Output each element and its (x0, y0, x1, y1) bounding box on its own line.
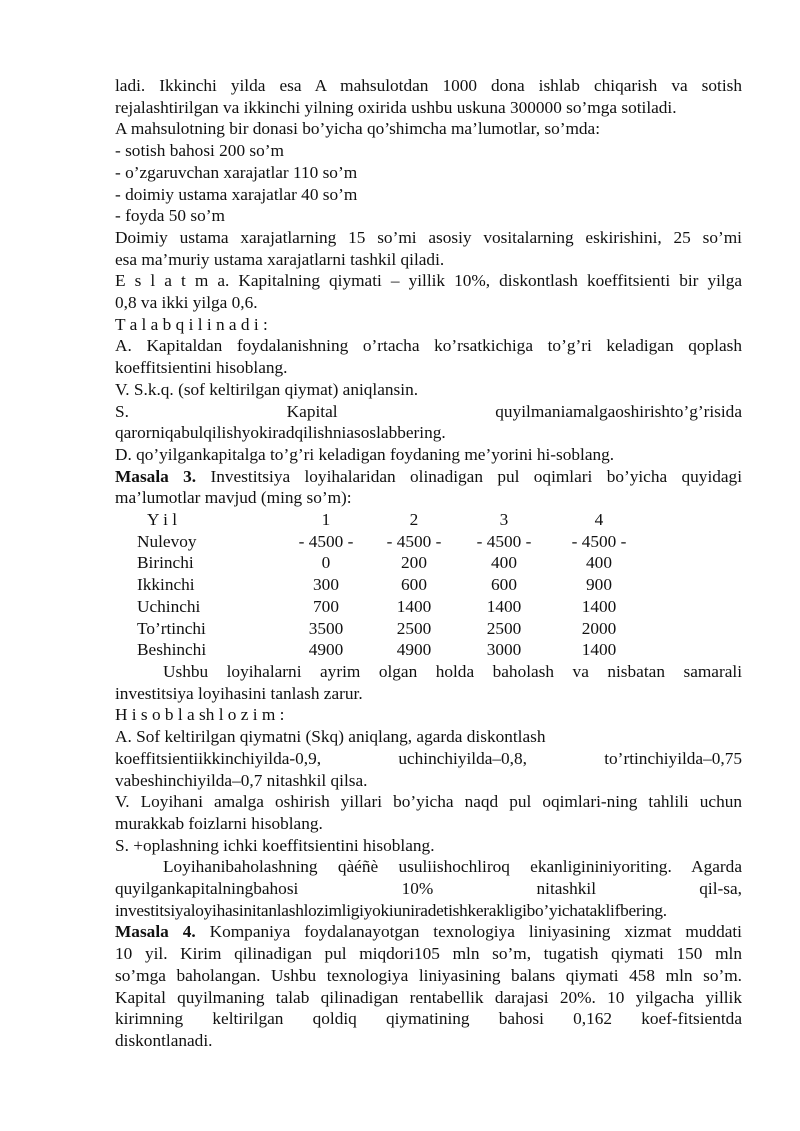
text-line: so’mga baholangan. Ushbu texnologiya liniyasining balans qiymati 458 mln so’m. (115, 965, 742, 985)
text-line: koeffitsientini hisoblang. (115, 358, 288, 378)
table-cell: 600 (491, 575, 517, 595)
text-line: A. Kapitaldan foydalanishning o’rtacha ko’rsatkichiga to’g’ri keladigan qoplash (115, 336, 742, 356)
note-text: Kapitalning qiymati – yillik 10%, diskontlash koeffitsienti bir yilga (229, 271, 742, 291)
text-line: ladi. Ikkinchi yilda esa A mahsulotdan 1000 dona ishlab chiqarish va sotish (115, 76, 742, 95)
table-cell: 4900 (396, 640, 432, 660)
list-item: - foyda 50 so’m (115, 206, 225, 226)
problem-text: Kompaniya foydalanayotgan texnologiya liniyasining xizmat muddati (195, 922, 742, 942)
table-cell: 4900 (308, 640, 344, 660)
table-row (137, 639, 648, 661)
table-cell: 2000 (581, 618, 617, 638)
table-header-cell: 2 (409, 510, 419, 530)
text-line: Loyihanibaholashning qàéñè usuliishochliroq ekanligininiyoriting. Agarda (163, 857, 742, 877)
list-item: - sotish bahosi 200 so’m (115, 141, 284, 161)
note-label: E s l a t m a. (115, 271, 230, 291)
text-line: Ushbu loyihalarni ayrim olgan holda baholash va nisbatan samarali (163, 661, 742, 681)
table-cell: 2500 (396, 618, 432, 638)
table-cell: 400 (586, 553, 612, 573)
problem-text: Investitsiya loyihalaridan olinadigan pul oqimlari bo’yicha quyidagi (196, 466, 743, 486)
table-cell: 300 (313, 575, 339, 595)
text-line: investitsiyaloyihasinitanlashlozimligiyokiuniradetishkerakligibo’yichataklifbering. (115, 900, 667, 920)
text-line: 10 yil. Kirim qilinadigan pul miqdori105 mln so’m, tugatish qiymati 150 mln (115, 944, 742, 964)
text-line: vabeshinchiyilda–0,7 nitashkil qilsa. (115, 770, 368, 790)
table-row (137, 574, 648, 596)
table-cell: 3000 (486, 640, 522, 660)
table-row (137, 552, 648, 574)
text-line: esa ma’muriy ustama xarajatlarni tashkil qiladi. (115, 249, 445, 269)
problem-line (115, 921, 742, 943)
text-line: quyilgankapitalningbahosi 10% nitashkil qil-sa, (115, 879, 742, 899)
table-cell: 200 (401, 553, 427, 573)
table-header-cell: Y i l (147, 510, 178, 530)
table-row (137, 531, 648, 553)
table-cell: 2500 (486, 618, 522, 638)
table-cell: To’rtinchi (137, 618, 206, 638)
table-header-cell: 3 (499, 510, 509, 530)
table-header-cell: 4 (594, 510, 604, 530)
text-line: diskontlanadi. (115, 1030, 213, 1050)
text-line: rejalashtirilgan va ikkinchi yilning oxirida ushbu uskuna 300000 so’mga sotiladi. (115, 97, 677, 117)
text-line: kirimning keltirilgan qoldiq qiymatining bahosi 0,162 koef-fitsientda (115, 1009, 742, 1029)
text-line: 0,8 va ikki yilga 0,6. (115, 293, 258, 313)
table-cell: Nulevoy (137, 531, 197, 551)
table-cell: - 4500 - (298, 531, 354, 551)
section-heading: H i s o b l a sh l o z i m : (115, 705, 285, 725)
text-line: murakkab foizlarni hisoblang. (115, 813, 323, 833)
text-line: Kapital quyilmaning talab qilinadigan rentabellik darajasi 20%. 10 yilgacha yillik (115, 987, 742, 1007)
problem-label: Masala 3. (115, 466, 197, 486)
table-cell: 400 (491, 553, 517, 573)
table-cell: - 4500 - (476, 531, 532, 551)
text-line: S. Kapital quyilmaniamalgaoshirishto’g’risida (115, 401, 742, 421)
table-row (137, 618, 648, 640)
table-cell: - 4500 - (571, 531, 627, 551)
cash-flow-table (137, 509, 648, 661)
note-line (115, 270, 742, 292)
table-cell: Beshinchi (137, 640, 207, 660)
table-cell: 1400 (486, 596, 522, 616)
text-line: koeffitsientiikkinchiyilda-0,9, uchinchiyilda–0,8, to’rtinchiyilda–0,75 (115, 748, 742, 768)
table-header-cell: 1 (321, 510, 331, 530)
table-cell: 1400 (581, 596, 617, 616)
text-line: Doimiy ustama xarajatlarning 15 so’mi asosiy vositalarning eskirishini, 25 so’mi (115, 227, 742, 247)
document-body (115, 75, 742, 1052)
text-line: investitsiya loyihasini tanlash zarur. (115, 683, 363, 703)
section-heading: T a l a b q i l i n a d i : (115, 314, 268, 334)
text-line: S. +oplashning ichki koeffitsientini hisoblang. (115, 835, 435, 855)
text-line: A mahsulotning bir donasi bo’yicha qo’shimcha ma’lumotlar, so’mda: (115, 119, 601, 139)
text-line: V. Loyihani amalga oshirish yillari bo’yicha naqd pul oqimlari-ning tahlili uchun (115, 792, 742, 812)
table-row (137, 596, 648, 618)
table-cell: 700 (313, 596, 339, 616)
text-line: qarorniqabulqilishyokiradqilishniasoslabbering. (115, 423, 446, 443)
table-cell: 3500 (308, 618, 344, 638)
table-cell: Birinchi (137, 553, 194, 573)
list-item: - o’zgaruvchan xarajatlar 110 so’m (115, 162, 358, 182)
text-line: V. S.k.q. (sof keltirilgan qiymat) aniqlansin. (115, 379, 419, 399)
table-header-row (137, 509, 648, 531)
text-line: A. Sof keltirilgan qiymatni (Skq) aniqlang, agarda diskontlash (115, 727, 546, 747)
text-line: ma’lumotlar mavjud (ming so’m): (115, 488, 352, 508)
table-cell: 1400 (581, 640, 617, 660)
table-cell: 600 (401, 575, 427, 595)
table-cell: 0 (321, 553, 331, 573)
problem-label: Masala 4. (115, 922, 196, 942)
problem-line (115, 466, 742, 488)
text-line: D. qo’yilgankapitalga to’g’ri keladigan foydaning me’yorini hi-soblang. (115, 444, 615, 464)
table-cell: - 4500 - (386, 531, 442, 551)
table-cell: 900 (586, 575, 612, 595)
table-cell: Ikkinchi (137, 575, 195, 595)
table-cell: 1400 (396, 596, 432, 616)
table-cell: Uchinchi (137, 596, 201, 616)
list-item: - doimiy ustama xarajatlar 40 so’m (115, 184, 358, 204)
